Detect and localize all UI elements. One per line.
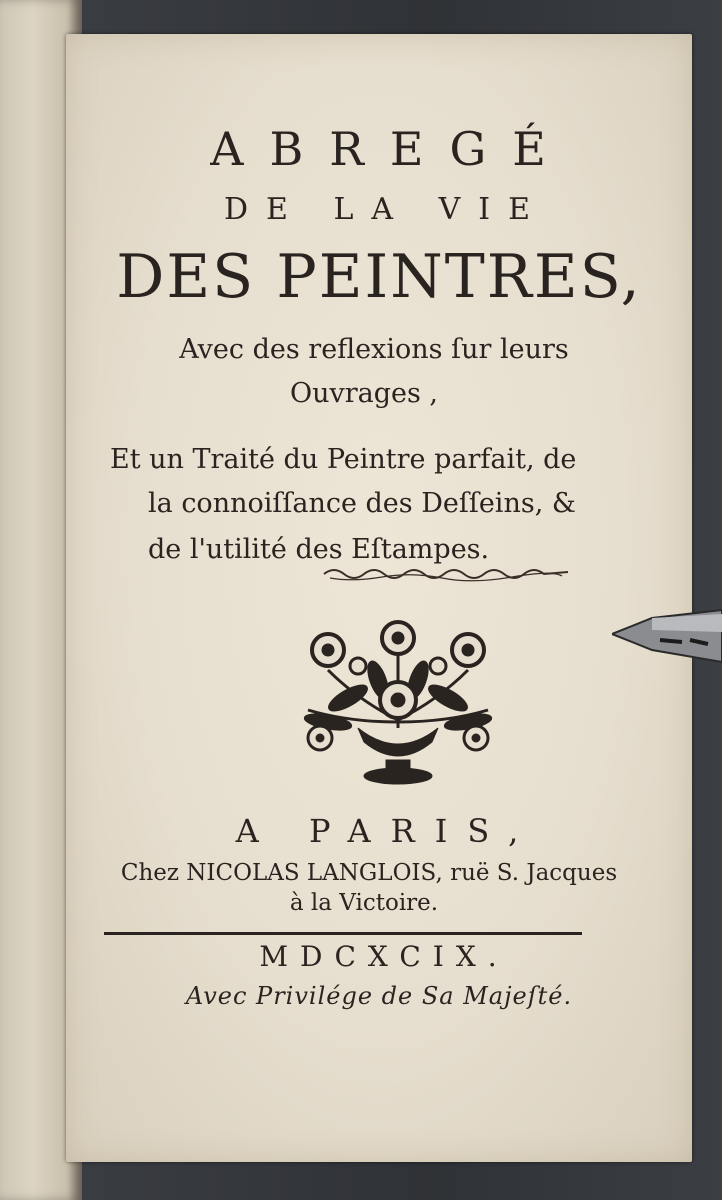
subtitle-line-4: la connoiſſance des Deſſeins, &: [148, 488, 576, 519]
title-de-la-vie: DE LA VIE: [223, 192, 549, 227]
subtitle-line-1: Avec des reflexions ſur leurs: [179, 334, 569, 365]
subtitle-line-3: Et un Traité du Peintre parfait, de: [110, 444, 577, 475]
title-des-peintres: DES PEINTRES,: [116, 242, 642, 312]
handwritten-scribble: [322, 564, 572, 584]
imprint-date: MDCXCIX.: [259, 940, 509, 973]
imprint-city: A PARIS,: [235, 812, 539, 850]
title-page: [66, 34, 692, 1162]
imprint-rule: [104, 932, 582, 935]
privilege-line: Avec Privilége de Sa Majeſté.: [185, 982, 573, 1010]
subtitle-line-2: Ouvrages ,: [289, 378, 439, 409]
page-pointer-object: [612, 604, 722, 666]
imprint-address: à la Victoire.: [289, 890, 439, 916]
flower-vase-vignette: [288, 610, 508, 790]
subtitle-line-5: de l'utilité des Eſtampes.: [148, 534, 490, 565]
imprint-publisher: Chez NICOLAS LANGLOIS, ruë S. Jacques: [120, 860, 618, 886]
title-abrege: ABREGÉ: [210, 122, 572, 176]
